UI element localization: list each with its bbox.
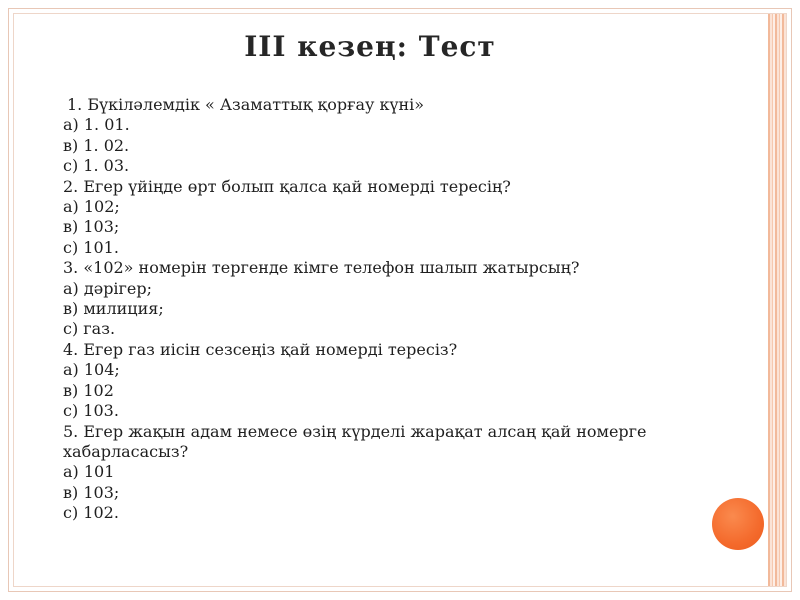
question-5: 5. Егер жақын адам немесе өзің күрделі жарақат алсаң қай номерге	[63, 421, 647, 441]
question-1: 1. Бүкіләлемдік « Азаматтық қорғау күні»	[67, 95, 425, 114]
answer-option: в) милиция;	[63, 299, 164, 319]
answer-option: с) газ.	[63, 319, 116, 339]
answer-option: в) 103;	[63, 217, 120, 237]
answer-option: с) 1. 03.	[63, 156, 130, 176]
answer-option: с) 102.	[63, 503, 119, 523]
answer-option: в) 1. 02.	[63, 135, 130, 155]
answer-option: в) 102	[63, 380, 114, 400]
decorative-stripe-band	[768, 14, 786, 586]
test-questions	[63, 95, 723, 524]
answer-option: а) 102;	[63, 197, 120, 217]
question-5-continued: хабарласасыз?	[63, 441, 189, 461]
answer-option: а) 104;	[63, 360, 120, 380]
answer-option: в) 103;	[63, 482, 120, 502]
question-3: 3. «102» номерін тергенде кімге телефон шалып жатырсың?	[63, 258, 580, 278]
question-2: 2. Егер үйіңде өрт болып қалса қай номерді тересің?	[63, 176, 511, 196]
answer-option: с) 103.	[63, 401, 119, 421]
answer-option: а) 1. 01.	[63, 115, 130, 135]
answer-option: с) 101.	[63, 237, 119, 257]
answer-option: а) 101	[63, 462, 115, 482]
slide-title: III кезең: Тест	[244, 30, 496, 63]
question-4: 4. Егер газ иісін сезсеңіз қай номерді тересіз?	[63, 339, 458, 359]
answer-option: а) дәрігер;	[63, 278, 153, 298]
